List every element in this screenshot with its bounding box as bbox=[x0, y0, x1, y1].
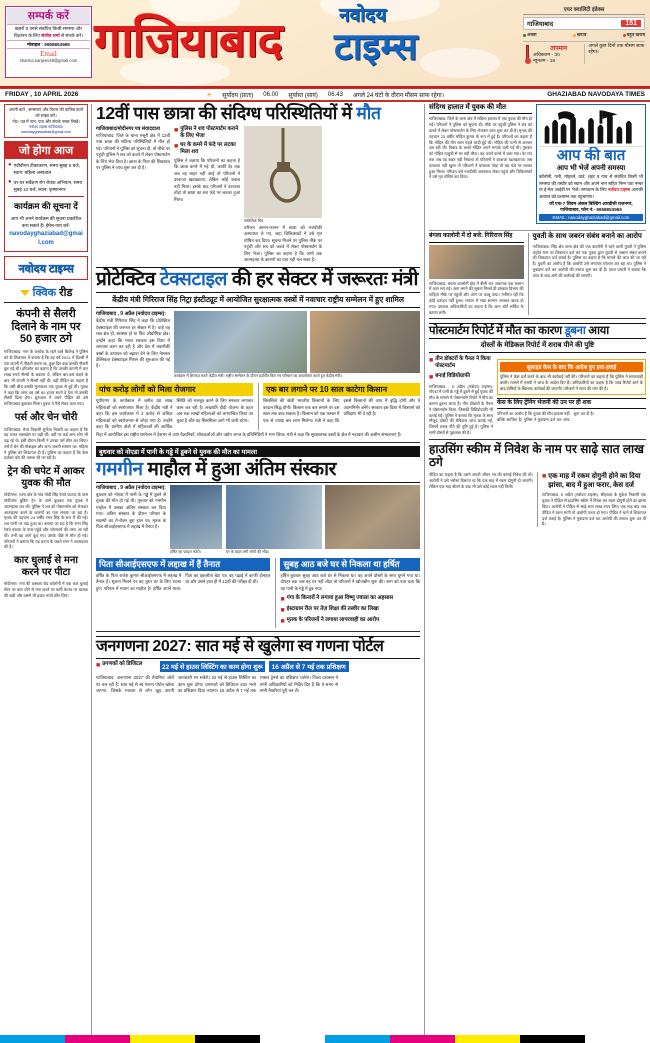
fire-photo bbox=[429, 245, 524, 279]
crowd-photo-1 bbox=[226, 485, 322, 549]
postmortem-story bbox=[429, 323, 646, 435]
pm-bullets-col bbox=[429, 356, 493, 435]
postmortem-headline bbox=[429, 323, 646, 339]
fire-body: गाजियाबाद: बंगला कालोनी क्षेत्र में बीती रात अचानक एक मकान में आग लग गई। आग लगने की सूचना मिलते ही दमकल विभाग की गाड़ियां मौके पर पहुंचीं और आग पर काबू पाया। गनीमत रही कि कोई हताहत नहीं हुआ। मकान में रखा सामान जलकर खाक हो गया। दमकल अधिकारियों का कहना है कि आग शॉर्ट सर्किट के कारण लगी। bbox=[429, 280, 524, 315]
pm-highlight-box bbox=[497, 359, 646, 394]
textile-sub-b bbox=[258, 383, 420, 430]
census-tag-text: प्रगणकों को डिजिटल bbox=[102, 661, 143, 668]
housing-sub-text: एक माह में रकम दोगुनी होने का दिया झांसा, बाद में हुआ फरार, केस दर्ज bbox=[548, 473, 641, 490]
pm-highlight-body: पुलिस ने केस दर्ज करने के बाद भी कार्रवाई नहीं की। परिजनों का कहना है कि पुलिस ने लापरवाही बरती। मामले में एसपी ने जांच के आदेश दिए हैं। अधिकारियों का कहना है कि जांच रिपोर्ट आने के बाद दोषियों के खिलाफ कार्रवाई की जाएगी। परिजनों ने न्याय की मांग की है। bbox=[500, 374, 643, 392]
mini-list-item bbox=[280, 606, 420, 615]
temperature-row bbox=[523, 41, 645, 64]
story-headline: पर्स और चेन चोरी bbox=[14, 412, 78, 423]
pm-highlight-col bbox=[497, 356, 646, 435]
minister-photo-2 bbox=[310, 311, 420, 373]
pm-body: गाजियाबाद , 9 अप्रैल (नवोदय टाइम्स): नोएडा में पानी के गड्ढे में डूबने से हुई युवक की मौत के मामले में पोस्टमार्टम रिपोर्ट में मौत का कारण डूबना आया है। तीन डॉक्टरों के पैनल ने पोस्टमार्टम किया, जिसकी विडियोग्राफी भी कराई गई। पुलिस ने बताया कि मृतक के साथ मौजूद दोस्तों की मेडिकल जांच कराई गई, जिसमें शराब पीने की पुष्टि हुई है। पुलिस ने सभी दोस्तों से पूछताछ की है। bbox=[429, 383, 493, 435]
square-bullet-icon: ■ bbox=[280, 596, 285, 604]
mini-item-text: इंस्टाग्राम रील पर तेज़ शिक्षा की तस्वीर का लिखा bbox=[286, 606, 379, 613]
lead-headline-text: 12वीं पास छात्रा की संदिग्ध परिस्थितियों में bbox=[96, 103, 357, 123]
today-event-item bbox=[8, 179, 84, 193]
pm-headline-a: पोस्टमार्टम रिपोर्ट में मौत का कारण bbox=[429, 325, 565, 338]
contact-body-text: खबरों व उनसे संबंधित किसी समस्या और विज्ञापन के लिए bbox=[13, 26, 83, 38]
navodaya-logo-text: नवोदय टाइम्स bbox=[18, 263, 74, 276]
victim-photo bbox=[170, 485, 222, 549]
lead-body-3: परिजन आनन-फानन में छात्रा को नजदीकी अस्पताल ले गए, जहां चिकित्सकों ने उसे मृत घोषित कर दिया। सूचना मिलने पर पुलिस मौके पर पहुंची और शव को कब्जे में लेकर पोस्टमार्टम के लिए भेजा। पुलिस का कहना है कि अभी तक आत्महत्या के कारणों का पता नहीं चल सका है। bbox=[244, 224, 322, 262]
mini-list-item bbox=[280, 595, 420, 604]
postmortem-subhead: दोस्तों के मेडिकल रिपोर्ट में शराब पीने की पुष्टि bbox=[429, 341, 646, 353]
middle-column bbox=[92, 104, 424, 1043]
funeral-headline-accent: गमगीन bbox=[96, 458, 143, 480]
square-bullet-icon: ■ bbox=[174, 126, 179, 134]
funeral-text-col bbox=[96, 485, 166, 556]
right-column bbox=[424, 104, 646, 1043]
protest-illustration bbox=[539, 107, 643, 147]
aap-ki-baat-sub: आप भी भेजें अपनी समस्या bbox=[556, 165, 626, 172]
bullet-dot-icon: ● bbox=[8, 178, 12, 185]
logo-navodaya: नवोदय bbox=[339, 5, 387, 26]
temperature-values bbox=[531, 44, 584, 64]
lead-headline bbox=[96, 104, 420, 123]
reader-invite-ad bbox=[4, 104, 88, 138]
aap-ki-baat-wrap bbox=[536, 104, 646, 228]
contact-box bbox=[5, 6, 92, 78]
aqi-title: एयर क्वालिटी इंडेक्स bbox=[523, 5, 645, 15]
square-bullet-icon: ■ bbox=[429, 357, 434, 365]
lead-bullet bbox=[174, 126, 240, 140]
funeral-sub-a bbox=[96, 558, 270, 629]
square-bullet-icon: ■ bbox=[280, 618, 285, 626]
pm-second-headline: केस के लिए ट्रेनिंग भेजनी की उन पर ही शक bbox=[497, 398, 646, 409]
sunset-time: 06.43 bbox=[327, 91, 343, 98]
aqi-legend-poor: खराब bbox=[573, 32, 586, 38]
today-events-title: जो होगा आज bbox=[5, 142, 87, 159]
census-headline: जनगणना 2027: सात मई से खुलेगा स्व गणना पोर्टल bbox=[96, 636, 420, 659]
quick-read-story bbox=[4, 555, 88, 598]
temp-label: तापमान bbox=[550, 46, 568, 52]
quick-read-blue: क्विक bbox=[32, 287, 57, 300]
temp-min: न्यूनतम - 18 bbox=[533, 59, 556, 64]
aap-address: जी एफ-7 शिवम अंसल बिल्डिंग आरडीसी राजनगर, गाजियाबाद, फोन नं.- 9958853965 bbox=[549, 201, 633, 213]
today-event-text: एवीवीएन टीकाकरण, समय सुबह 9 बजे, स्थान: महिला अस्पताल bbox=[13, 162, 80, 175]
sub-b-body: सिलसिले की खेती भारतीय किसानों के लिए वरदान सिद्ध होगी। किसान एक बार लगाने पर दस साल तक काट सकता है। किसान को एक फसल में एक से ज्यादा बार लाभ मिलेगा। मंत्री ने कहा कि इससे किसानों की आय में वृद्धि होगी और वे आत्मनिर्भर बनेंगे। सरकार इस दिशा में किसानों को प्रशिक्षण भी दे रही है। bbox=[263, 398, 420, 423]
aqi-legend-good: अच्छा bbox=[523, 32, 537, 38]
aap-ki-baat-title: आप की बात bbox=[556, 147, 626, 164]
today-event-text: घर-घर सर्वेक्षण रोग रोधक अभियान, समय सुबह 10 बजे, स्थान: कृष्णानगर bbox=[13, 179, 83, 193]
funeral-body-1: बुधवार को नोएडा में पानी के गड्ढे में डूबने से युवक की मौत हो गई थी। गुरुवार को गमगीन माहौल में उसका अंतिम संस्कार कर दिया गया। अंतिम संस्कार के दौरान परिवार के सदस्यों का रो-रोकर बुरा हाल था। मृतक के पिता सीआईएसएफ में लद्दाख में तैनात हैं। bbox=[96, 491, 166, 530]
funeral-photo-1-wrap bbox=[170, 485, 222, 556]
right-top-story bbox=[429, 104, 532, 228]
masthead bbox=[0, 0, 650, 88]
housing-body-col-1 bbox=[429, 472, 533, 527]
ad-line1: अपनी बातें , समस्याएं और विचार की वाजिब बातों को सांझा करें। bbox=[8, 107, 84, 118]
funeral-headline-rest: माहौल में हुआ अंतिम संस्कार bbox=[142, 458, 337, 480]
youth-body: गाजियाबाद: सिंह क्षेत्र थाना क्षेत्र की एक कालोनी में रहने वाली युवती ने पुलिस कंट्रोल रूम पर शिकायत दर्ज कर एक युवक द्वारा युवती से जबरन संबंध बनाने की शिकायत दर्ज कराई है। पुलिस का कहना है कि मामले की जांच की जा रही है। युवती का आरोप है कि आरोपी उसे लगातार परेशान कर रहा था। पुलिस ने मुकदमा दर्ज कर आरोपी की तलाश शुरू कर दी है। थाना प्रभारी ने बताया कि जांच के बाद आगे की कार्रवाई की जाएगी। bbox=[532, 243, 646, 278]
housing-sub bbox=[542, 472, 646, 490]
aap-body-brand: नवोदय टाइम्स bbox=[608, 187, 631, 193]
sunrise-label: सूर्योदय (प्रातः) bbox=[222, 92, 254, 99]
funeral-mini-list bbox=[280, 595, 420, 626]
pm-headline-b: आया bbox=[585, 325, 609, 338]
housing-body-2: पीड़ित का कहना है कि उसने अपनी जीवन भर की कमाई निवेश की थी। आरोपी ने उसे भरोसा दिलाया था कि एक माह में रकम दोगुनी हो जाएगी। लेकिन एक माह बीतने के बाद भी उसे कोई रकम नहीं मिली। bbox=[429, 472, 533, 489]
funeral-sub-b-body: हर्षित बुधवार सुबह आठ बजे घर से निकला था। वह अपने दोस्तों के साथ घूमने गया था। दोपहर तक जब वह घर नहीं लौटा तो परिजनों ने खोजबीन शुरू की। शाम को पता चला कि वह पानी के गड्ढे में डूब गया। bbox=[280, 572, 420, 591]
aqi-city: गाजियाबाद bbox=[527, 21, 554, 28]
textile-headline-accent: टेक्सटाइल bbox=[160, 269, 227, 291]
crowd-photo-2 bbox=[325, 485, 421, 549]
story-body: गाजियाबाद: मेरठ निवासी सुनीता तिवारी का कहना है कि वह भारत एक्सप्रेस पर चढ़ी थीं। वहीं पर कई अन्य लोग भी चढ़ रहे थे। इसी दौरान किसी ने उनका पर्स छीन कर लिया। पर्स में चेन की मोबाइल और अन्य जरूरी सामान था। महिला ने पुलिस को शिकायत दी है। पुलिस का कहना है कि केस दर्जकर चोर की तलाश की जा रही है। bbox=[4, 426, 88, 461]
housing-body-col-2 bbox=[537, 472, 646, 527]
square-bullet-icon: ■ bbox=[429, 373, 434, 381]
youth-headline: युवती के साथ जबरन संबंध बनाने का आरोप bbox=[532, 233, 642, 241]
pm-bullet-text: बनाई विडियोग्राफी bbox=[435, 372, 471, 379]
census-tags bbox=[96, 661, 420, 672]
raised-hands-icon bbox=[539, 107, 643, 146]
issue-date: FRIDAY , 10 APRIL 2026 bbox=[5, 91, 79, 98]
sunrise-time: 06.00 bbox=[263, 91, 279, 98]
noose-photo-caption: सांकेतिक चित्र bbox=[244, 218, 264, 223]
pm-bullet bbox=[429, 373, 493, 382]
funeral-sub-a-headline: पिता सीआईएसएफ में लद्दाख में हैं तैनात bbox=[96, 558, 270, 571]
weather-note: अगले कुछ दिनों तक मौसम साफ रहेगा। bbox=[584, 44, 645, 64]
crowd-photo-caption: घर के बाहर लगी लोगों की भीड़। bbox=[226, 549, 270, 554]
funeral-sub-a-body: हर्षित के पिता राजेश कुमार सीआईएसएफ में लद्दाख में तैनात हैं। सूचना मिलने पर वह तुरंत घर के लिए रवाना हुए। परिवार में मातम का माहौल है। हर्षित अपने माता-पिता का इकलौता बेटा था। वह पढ़ाई में काफी होनहार था और उसने हाल ही में 12वीं की परीक्षा दी थी। bbox=[96, 572, 271, 591]
lead-body-1: गाजियाबाद: जिले के थाना मसूरी क्षेत्र में 12वीं पास छात्रा की संदिग्ध परिस्थितियों में मौत हो गई। परिजनों ने पुलिस को सूचना दी, तो मौके पर पहुंची पुलिस ने शव को कब्जे में लेकर पोस्टमार्टम के लिए भेज दिया है। छात्रा के पिता की शिकायत पर पुलिस ने जांच शुरू कर दी है। bbox=[96, 132, 170, 171]
story-headline: कंपनी से सैलरी दिलाने के नाम पर 50 हजार ठगे bbox=[11, 308, 81, 346]
lead-story bbox=[96, 104, 420, 263]
mini-item-text: मृतक के परिजनों ने लगाया लापरवाही का आरोप bbox=[286, 617, 380, 624]
ad-line2: नोट- पत्र में नाम, पता और संपर्क नम्बर लिखें। bbox=[12, 118, 80, 124]
today-events-box bbox=[4, 141, 88, 252]
aqi-legend bbox=[523, 32, 645, 38]
story-body: मोदीनगर: गंगा की कस्बाय रोड कॉलोनी में एक कार धुलाई सेंटर पर कार धोने से मना करने पर कर्मी केशव पर चालक की कही और उससे भी हजार रुपये छीन लिए। bbox=[4, 581, 88, 598]
submit-event-body: आप भी अपने कार्यक्रम की सूचना प्रकाशित करा सकते हैं। ईमेल-पता करें- bbox=[10, 216, 82, 229]
submit-event-mail[interactable]: navodayghaziabad@gmail.com bbox=[9, 230, 83, 246]
sunset-label: सूर्यास्त (सायं) bbox=[288, 92, 318, 99]
submit-event-title: कार्यक्रम की सूचना दें bbox=[14, 201, 78, 212]
quick-read-black: रीड bbox=[59, 287, 73, 300]
quick-read-header bbox=[4, 285, 88, 303]
textile-photo-col bbox=[174, 311, 420, 380]
sub-a-body: यूपीएमए के कार्यकाल में करीब 50 लाख महिलाओं को स्वरोजगार मिला है। केंद्रीय मंत्री ने कहा कि इस कार्यकाल में 2 करोड़ से अधिक महिलाओं को स्वरोजगार से जोड़ा गया है। उन्होंने कहा कि ग्रामीण क्षेत्रों में महिलाओं की आर्थिक स्थिति को मजबूत करने के लिए सरकार लगातार काम कर रही है। लखपति दीदी योजना के तहत अब तक लाखों महिलाओं को लाभान्वित किया जा चुका है और यह सिलसिला आगे भी जारी रहेगा। bbox=[96, 398, 253, 430]
census-tag-highlight: 22 मई से हाउस लिस्टिंग का काम होगा शुरू bbox=[160, 661, 265, 672]
textile-photo-caption: कार्यक्रम में शिरकत करते केंद्रीय मंत्री। राष्ट्रीय सम्मेलन के दौरान प्रदर्शित किए गए परिधान का अवलोकन करते हुए केंद्रीय मंत्री। bbox=[174, 374, 342, 379]
square-bullet-icon: ■ bbox=[542, 473, 547, 481]
aqi-value: 151 bbox=[621, 20, 641, 27]
story-body: मोदीनगर: थाना क्षेत्र के गांव मोदी सिंह रेलवे फाटक के पास मोदीनगर बुकिंग ट्रेन के आगे कूदकर एक युवक ने आत्महत्या कर ली। पुलिस ने शव को पोस्टमार्टम को भेजकर आत्महत्या करने के कारणों का पता लगाया जा रहा है। मृतक की पहचान 24 वर्षीय रमन सिंह के रूप में की गई। शव पटरी पर पड़ा हुआ था। बताया जा रहा है कि रमन सिंह रेलवे फाटक के पास पहुंचे और प्लेटफार्म की तरफ आ रही थी। तभी वह आगे कूद गए। उसके पीछे से मौत हो गई। परिजनों ने बताया कि यह घटना के चलते रमन ने आत्महत्या की है। bbox=[4, 492, 88, 550]
masthead-logo bbox=[96, 2, 496, 86]
sub-a-headline: पांच करोड़ लोगों को मिला रोजगार bbox=[96, 383, 253, 396]
aap-body-text2: आपकी आवाज को प्रशासन तक पहुंचाएगा। bbox=[539, 187, 643, 199]
contact-highlight-name: संजीव शर्मा bbox=[41, 32, 60, 38]
mini-list-item bbox=[280, 617, 420, 626]
aap-email[interactable]: EMAIL: navodayghaziabad@gmail.com bbox=[539, 214, 643, 221]
ad-mail[interactable]: नवोदय टाइम्स गाजियाबाद navodayghaziabad@gmail.com bbox=[20, 124, 72, 134]
textile-headline-a: प्रोटेक्टिव bbox=[96, 269, 161, 291]
textile-headline bbox=[96, 267, 420, 293]
textile-subhead: केंद्रीय मंत्री गिरिराज सिंह निट्रा इंस्टीट्यूट में आयोजित सुरक्षात्मक वस्त्रों में नवाचार राष्ट्रीय सम्मेलन में हुए शामिल bbox=[96, 295, 420, 308]
funeral-story bbox=[96, 446, 420, 628]
logo-ghaziabad: गाजियाबाद bbox=[94, 13, 282, 66]
minister-photo-1 bbox=[174, 311, 307, 373]
color-registration-strip bbox=[0, 1035, 650, 1043]
weather-aqi-box bbox=[523, 5, 645, 77]
page-content bbox=[0, 102, 650, 1043]
census-body: गाजियाबाद: जनगणना 2027 की तैयारियां जोरों पर चल रही हैं। सात मई से स्व गणना पोर्टल खोला जाएगा, जिसके माध्यम से लोग खुद अपनी जानकारी भर सकेंगे। 22 मई से हाउस लिस्टिंग का काम शुरू होगा। प्रगणकों को डिजिटल डाटा भरने का प्रशिक्षण दिया जाएगा। 16 अप्रैल से 7 मई तक मास्टर ट्रेनर्स का प्रशिक्षण चलेगा। जिला प्रशासन ने सभी अधिकारियों को निर्देश दिए हैं कि वे समय से सभी तैयारियां पूरी कर लें। bbox=[96, 675, 338, 694]
census-story bbox=[96, 636, 420, 694]
youth-story bbox=[528, 233, 646, 315]
housing-headline: हाउसिंग स्कीम में निवेश के नाम पर साढ़े सात लाख ठगे bbox=[429, 441, 644, 469]
housing-body: गाजियाबाद, 9 अप्रैल (नवोदय टाइम्स): सीहावल के मुकेश निवासी एक युवक ने पीड़ित से हाउसिंग स्कीम में निवेश कर रकम दोगुनी होने का झांसा दिया। आरोपी ने पीड़ित से साढ़े सात लाख रुपए लिए। एक माह बाद जब पीड़ित ने रकम मांगी तो आरोपी फरार हो गया। पीड़ित ने थाने में शिकायत दर्ज कराई है। पुलिस ने मुकदमा दर्ज कर आरोपी की तलाश शुरू कर दी है। bbox=[542, 492, 646, 527]
edition-name: GHAZIABAD NAVODAYA TIMES bbox=[547, 91, 645, 98]
sub-b-headline: एक बार लगाने पर 10 साल काटेगा किसान bbox=[263, 383, 420, 396]
funeral-byline: गाजियाबाद , 9 अप्रैल (नवोदय टाइम्स): bbox=[96, 484, 166, 491]
thermometer-icon bbox=[523, 44, 531, 64]
textile-headline-b: की हर सेक्टर में जरूरतः मंत्री bbox=[227, 269, 419, 291]
right-top-headline: संदिग्ध हालात में युवक की मौत bbox=[429, 104, 532, 114]
contact-box-body bbox=[7, 25, 90, 39]
pm-headline-accent: डूबना bbox=[564, 325, 586, 338]
story-headline: ट्रेन की चपेट में आकर युवक की मौत bbox=[7, 466, 85, 489]
square-bullet-icon: ■ bbox=[174, 142, 179, 150]
fire-headline: बंगला कालोनी में दो बजे: गिरिराज सिंह bbox=[429, 233, 524, 242]
funeral-sub-b bbox=[275, 558, 420, 629]
story-headline: कार धुलाई से मना करने पर पीटा bbox=[13, 555, 78, 578]
census-tag-training: 16 अप्रैल से 7 मई तक प्रशिक्षण bbox=[269, 661, 349, 672]
story-body: गाजियाबाद: नगर के अशोक के रहने वाले बिजेन्द्र ने पुलिस को दी शिकायत में बताया है कि वह वर्ष 2021 में दिल्ली में एक कंपनी में नौकरी करता था, कुछ दिन बाद उसकी नौकरी छूट गई थी। हरिओम का कहना है कि उसकी कंपनी में चार लाख रुपये सैलरी के बकाया थे, लेकिन बार-बार कहने के बाद भी कंपनी ने सैलरी नहीं दी। वहीं पीड़ित का कहना है कि उसी बीच उसकी मुलाकात एक युवक से हुई थी। युवक ने कहा कि अगर वह उसे 50 हजार रुपये दे देगा तो उसकी सैलरी दिला देगा। शुरुआत में उसने पीड़ित को उसे गाजियाबाद बुलाकर मिला। युवक ने पैसे लेकर चला गया। bbox=[4, 349, 88, 407]
square-bullet-icon: ■ bbox=[96, 662, 101, 670]
quick-read-story bbox=[4, 412, 88, 461]
contact-body-text2: से संपर्क करें। bbox=[61, 32, 84, 38]
funeral-photo-2-wrap bbox=[226, 485, 420, 556]
textile-story bbox=[96, 267, 420, 438]
census-tag bbox=[96, 661, 156, 670]
contact-box-title: सम्पर्क करें bbox=[7, 8, 90, 25]
pm-bullet-text: तीन डॉक्टरों के पैनल ने किया पोस्टमार्टम bbox=[435, 356, 491, 370]
weather-forecast: अगले 24 घंटों के दौरान मौसम साफ रहेगा। bbox=[352, 92, 444, 99]
triangle-icon bbox=[20, 290, 30, 296]
textile-byline: गाजियाबाद , 9 अप्रैल (नवोदय टाइम्स): bbox=[96, 311, 166, 318]
today-event-item bbox=[8, 162, 84, 176]
aqi-row bbox=[523, 17, 645, 30]
victim-photo-caption: हर्षित का फाइल फोटो। bbox=[170, 549, 202, 554]
aqi-legend-verypoor: बहुत खराब bbox=[623, 32, 645, 38]
date-bar bbox=[0, 88, 650, 102]
lead-col-2 bbox=[174, 126, 240, 264]
square-bullet-icon: ■ bbox=[280, 607, 285, 615]
contact-mobile: मोबाइल : 9958853965 bbox=[7, 40, 90, 49]
lead-bullet-text: पुलिस ने शव पोस्टमार्टम कराने के लिए भेजा bbox=[180, 125, 239, 139]
right-top-body: गाजियाबाद: जिले के थाना क्षेत्र में संदिग्ध हालात में एक युवक की मौत हो गई। परिजनों ने पुलिस को सूचना दी। मौके पर पहुंची पुलिस ने शव को कब्जे में लेकर पोस्टमार्टम के लिए भेजकर जांच शुरू कर दी है। मृतक की पहचान 23 वर्षीय मोहित कुमार के रूप में हुई है। परिजनों का कहना है कि मोहित की तीन साल पहले शादी हुई थी। मोहित की पत्नी से अनबन चल रही थी। विवाद के चलते मोहित अपने मायके चली गई थी। गुरुवार को मोहित ठाकुरी से घर नहीं लौटा। वह अपने कमरे में चला गया। देर रात तक जब वह बाहर नहीं निकला तो परिजनों ने दरवाजा खटखटाया। जब दरवाजा नहीं खुला तो परिजनों ने दरवाजा तोड़ा तो वह फंदे पर लटका हुआ मिला। परिजन उसे नजदीकी अस्पताल लेकर पहुंचे और चिकित्सकों ने उसे मृत घोषित कर दिया। bbox=[429, 116, 532, 180]
quick-read-story bbox=[4, 466, 88, 550]
left-column bbox=[4, 104, 92, 1043]
lead-col-1 bbox=[96, 126, 170, 264]
navodaya-logo-box bbox=[4, 256, 88, 280]
housing-story bbox=[429, 443, 646, 527]
logo-times: टाइम्स bbox=[334, 26, 418, 67]
noose-illustration bbox=[244, 126, 322, 218]
pm-bullet bbox=[429, 356, 493, 370]
aap-ki-baat-box bbox=[536, 104, 646, 224]
textile-body-2: निट्रा में आयोजित इस राष्ट्रीय सम्मेलन में देशभर से आए वैज्ञानिकों, शोधकर्ताओं और उद्योग जगत के प्रतिनिधियों ने भाग लिया। मंत्री ने कहा कि सुरक्षात्मक वस्त्रों के क्षेत्र में नवाचार की असीम संभावनाएं हैं। bbox=[96, 432, 402, 438]
contact-email[interactable]: sharma.sanjeev48@gmail.com bbox=[19, 58, 78, 64]
textile-text-col bbox=[96, 311, 170, 380]
pm-highlight-headline: सुसाइड केस के बाद कि आदेश हुए हवा-हवाई bbox=[500, 362, 643, 372]
funeral-kicker: बुधवार को नोएडा में पानी के गड्ढे में डूबने से युवक की मौत का मामला bbox=[96, 446, 420, 457]
pm-body-2: परिजनों का आरोप है कि युवक की मौत हादसा नहीं बल्कि साजिश है। पुलिस ने मुकदमा दर्ज कर जांच शुरू कर दी है। bbox=[497, 411, 595, 422]
quick-read-story bbox=[4, 308, 88, 407]
textile-body-1: केंद्रीय मंत्री गिरिराज सिंह ने कहा कि प्रोटेक्टिव टेक्सटाइल की जरूरत हर सेक्टर में है। चाहे वह रक्षा क्षेत्र हो, स्वास्थ्य हो या फिर औद्योगिक क्षेत्र। उन्होंने कहा कि भारत सरकार इस दिशा में लगातार काम कर रही है और देश में तकनीकी वस्त्रों के उत्पादन को बढ़ावा देने के लिए नेशनल टेक्निकल टेक्सटाइल मिशन की शुरुआत की गई है। bbox=[96, 318, 170, 369]
contact-email-label: Email bbox=[40, 50, 57, 59]
temp-max: अधिकतम - 30 bbox=[533, 53, 560, 58]
sunrise-icon: ☀ bbox=[205, 91, 213, 99]
lead-body-2: पुलिस ने बताया कि परिजनों का कहना है कि छात्रा कमरे में गई थी, काफी देर तक जब वह बाहर नहीं आई तो परिजनों ने दरवाजा खटखटाया, लेकिन कोई जवाब नहीं मिला। इसके बाद परिजनों ने दरवाजा तोड़ा तो छात्रा का शव फंदे पर लटका हुआ मिला। bbox=[174, 157, 240, 202]
noose-photo bbox=[244, 126, 322, 218]
fire-story bbox=[429, 233, 524, 315]
lead-photo-wrap bbox=[244, 126, 322, 264]
aap-body-text: कॉलोनी, गली, मोहल्ले, वार्ड, शहर व गांव से संबंधित किसी भी समस्या की तस्वीर को स्थान और अपने नाम सहित निम्न पता नम्बर या ई-मेल आईडी पर भेजें। समाधान के लिए bbox=[539, 174, 643, 193]
funeral-sub-b-headline: सुबह आठ बजे घर से निकला था हर्षित bbox=[280, 558, 420, 571]
bullet-dot-icon: ● bbox=[8, 161, 12, 168]
funeral-headline bbox=[96, 458, 420, 483]
lead-headline-accent: मौत bbox=[356, 103, 381, 123]
mini-item-text: गंगा के किनारों ने लगाया हुआ विष्णु ज्वाला का अहसास bbox=[286, 595, 394, 602]
lead-bullet-text: घर के कमरे में फंदे पर लटका मिला शव bbox=[180, 141, 236, 155]
lead-bullet bbox=[174, 142, 240, 156]
textile-sub-a bbox=[96, 383, 253, 430]
lead-kicker: गाजियाबाद/मोदीनगर पत्र संवाददाता bbox=[96, 125, 160, 132]
